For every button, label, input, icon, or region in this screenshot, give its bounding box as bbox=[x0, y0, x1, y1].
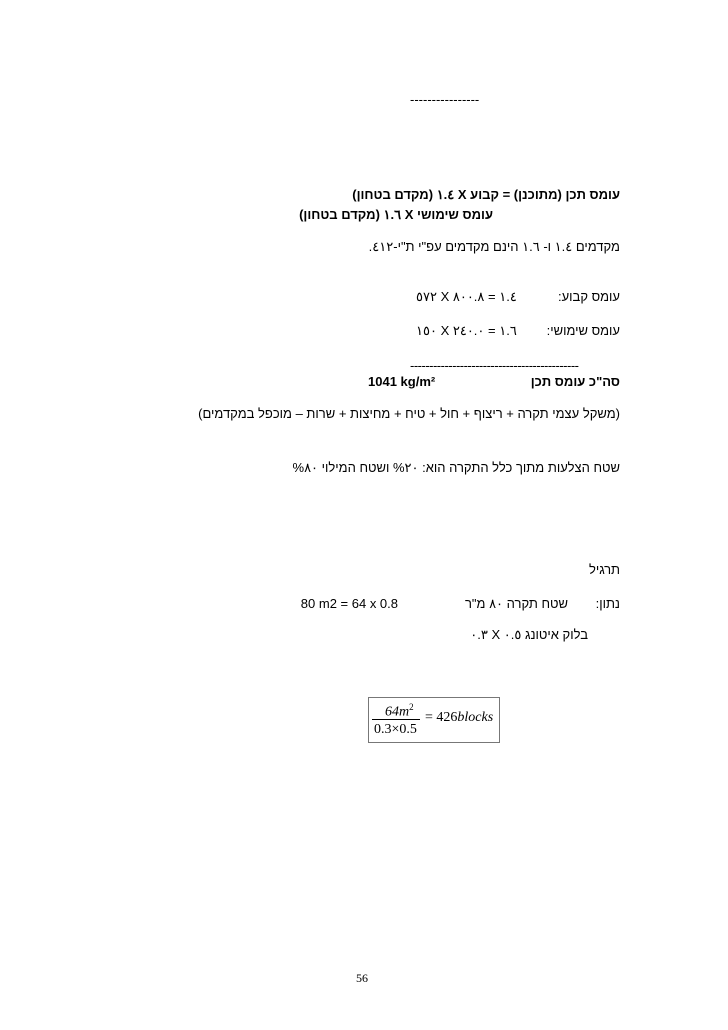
given-label: נתון: bbox=[595, 596, 620, 611]
live-load-formula: עומס שימושי X ١.٦ (מקדם בטחון) bbox=[299, 207, 493, 222]
separator-dashes: ---------------- bbox=[410, 92, 480, 107]
total-design-load-value: 1041 kg/m² bbox=[368, 374, 436, 389]
fixed-load-label: עומס קבוע: bbox=[557, 289, 620, 304]
fraction-denominator: 0.3×0.5 bbox=[374, 722, 417, 737]
live-load-label: עומס שימושי: bbox=[546, 323, 620, 338]
block-size: בלוק איטונג ٠.٥ X ٠.٣ bbox=[470, 627, 588, 642]
design-load-formula: עומס תכן (מתוכנן) = קבוע X ١.٤ (מקדם בטחון) bbox=[352, 187, 620, 202]
given-ceiling-area: שטח תקרה ٨٠ מ"ר bbox=[464, 596, 568, 611]
exercise-title: תרגיל bbox=[588, 562, 620, 577]
load-composition-note: (משקל עצמי תקרה + ריצוף + חול + טיח + מחיצות + שרות – מוכפל במקדמים) bbox=[198, 406, 620, 421]
live-load-expression: ١٥٠ X ١.٦ = ٢٤٠.٠ bbox=[416, 323, 517, 338]
total-design-load-label: סה"כ עומס תכן bbox=[530, 374, 620, 389]
fraction-bar bbox=[372, 719, 420, 720]
page-number: 56 bbox=[356, 971, 368, 985]
block-count-formula bbox=[368, 697, 500, 743]
fixed-load-expression: ٥٧٢ X ١.٤ = ٨٠٠.٨ bbox=[416, 289, 517, 304]
coefficients-note: מקדמים ١.٤ ו- ١.٦ הינם מקדמים עפ"י ת"י-٤١٢. bbox=[368, 239, 620, 254]
fraction-numerator: $64m^2$ bbox=[385, 702, 414, 720]
fraction-result: = 426blocks bbox=[425, 710, 494, 725]
ribs-fill-area-note: שטח הצלעות מתוך כלל התקרה הוא: ٢٠% ושטח המילוי ٨٠% bbox=[292, 460, 620, 475]
sum-divider: -------------------------------------------- bbox=[410, 358, 579, 373]
area-calculation: 80 m2 = 64 x 0.8 bbox=[300, 596, 398, 611]
